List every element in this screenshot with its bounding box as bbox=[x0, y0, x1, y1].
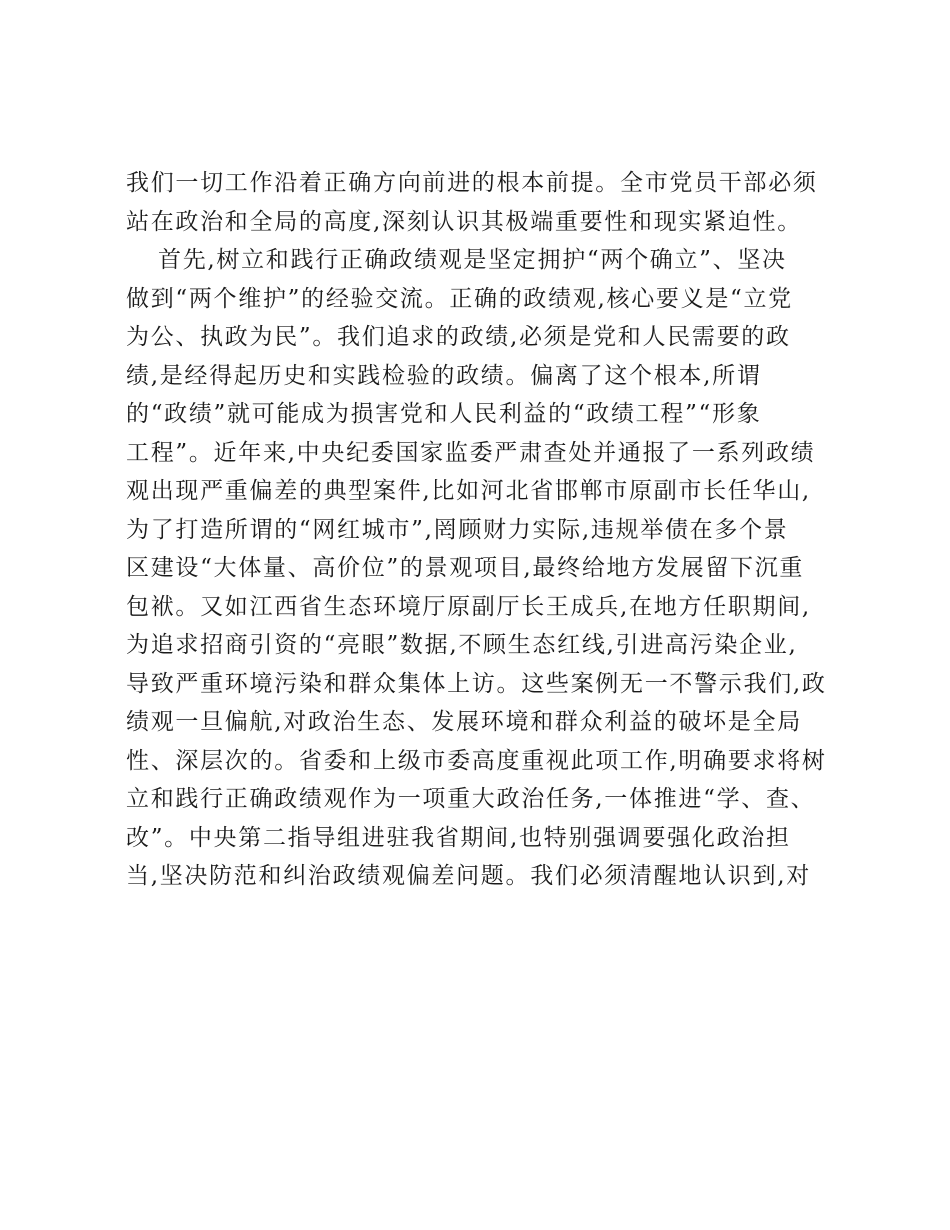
text-line: 绩观一旦偏航,对政治生态、发展环境和群众利益的破坏是全局 bbox=[126, 709, 802, 735]
text-line: 观出现严重偏差的典型案件,比如河北省邯郸市原副市长任华山, bbox=[126, 478, 811, 504]
text-line: 我们一切工作沿着正确方向前进的根本前提。全市党员干部必须 bbox=[126, 170, 818, 196]
text-line: 做到“两个维护”的经验交流。正确的政绩观,核心要义是“立党 bbox=[126, 285, 793, 312]
paragraph-start-line: 首先,树立和践行正确政绩观是坚定拥护“两个确立”、坚决 bbox=[158, 247, 787, 273]
text-line: 立和践行正确政绩观作为一项重大政治任务,一体推进“学、查、 bbox=[126, 786, 816, 812]
text-line: 改”。中央第二指导组进驻我省期间,也特别强调要强化政治担 bbox=[126, 824, 791, 851]
text-line: 导致严重环境污染和群众集体上访。这些案例无一不警示我们,政 bbox=[126, 670, 827, 697]
body-text bbox=[126, 164, 836, 896]
text-line: 的“政绩”就可能成为损害党和人民利益的“政绩工程”“形象 bbox=[126, 401, 762, 427]
text-line: 当,坚决防范和纠治政绩观偏差问题。我们必须清醒地认识到,对 bbox=[126, 863, 811, 889]
text-line: 性、深层次的。省委和上级市委高度重视此项工作,明确要求将树 bbox=[126, 747, 827, 774]
text-line: 为公、执政为民”。我们追求的政绩,必须是党和人民需要的政 bbox=[126, 324, 791, 350]
text-line: 绩,是经得起历史和实践检验的政绩。偏离了这个根本,所谓 bbox=[126, 362, 762, 389]
text-line: 站在政治和全局的高度,深刻认识其极端重要性和现实紧迫性。 bbox=[126, 208, 802, 235]
text-line: 区建设“大体量、高价位”的景观项目,最终给地方发展留下沉重 bbox=[126, 555, 805, 581]
text-line: 包袱。又如江西省生态环境厅原副厅长王成兵,在地方任职期间, bbox=[126, 593, 811, 620]
text-line: 工程”。近年来,中央纪委国家监委严肃查处并通报了一系列政绩 bbox=[126, 439, 816, 466]
text-line: 为追求招商引资的“亮眼”数据,不顾生态红线,引进高污染企业, bbox=[126, 632, 798, 658]
text-line: 为了打造所谓的“网红城市”,罔顾财力实际,违规举债在多个景 bbox=[126, 516, 789, 543]
